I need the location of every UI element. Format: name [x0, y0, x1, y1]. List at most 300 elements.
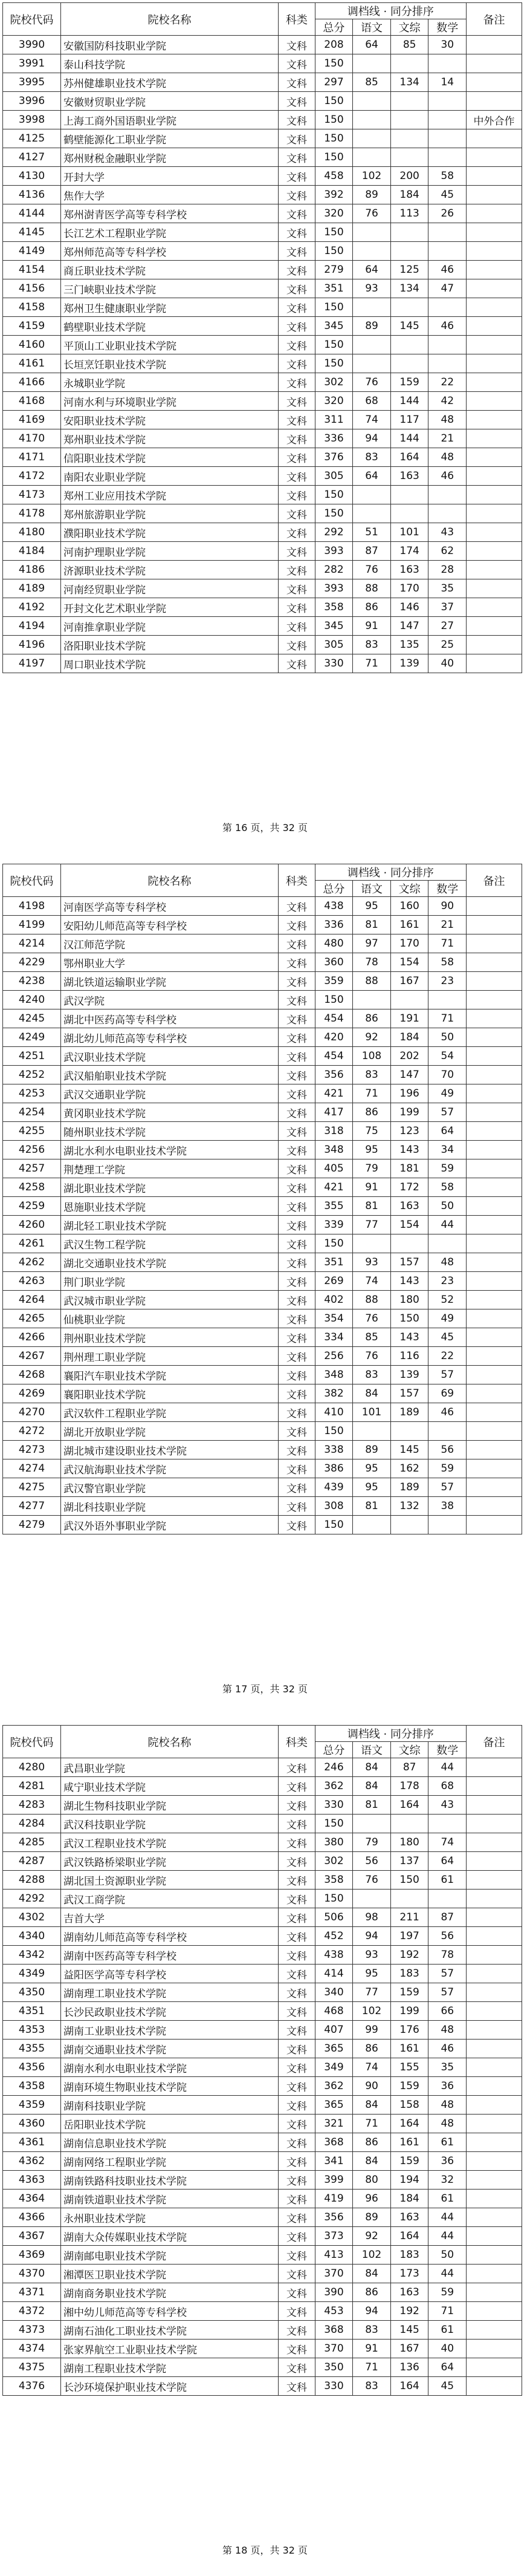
cell-note — [467, 1103, 522, 1122]
cell-school-name: 湖南幼儿师范高等专科学校 — [61, 1927, 279, 1946]
cell-school-name: 荆门职业学院 — [61, 1272, 279, 1291]
cell-arts: 184 — [390, 1028, 428, 1047]
cell-school-name: 张家界航空工业职业技术学院 — [61, 2340, 279, 2358]
cell-code: 4351 — [3, 2002, 61, 2021]
table-row — [3, 2283, 522, 2302]
table-row — [3, 1946, 522, 1965]
cell-school-name: 湖南水利水电职业技术学院 — [61, 2058, 279, 2077]
cell-code: 4350 — [3, 1983, 61, 2002]
table-row — [3, 36, 522, 54]
cell-type: 文科 — [279, 504, 315, 523]
cell-arts: 199 — [390, 2002, 428, 2021]
header-math: 数学 — [428, 1742, 467, 1758]
cell-code: 4288 — [3, 1871, 61, 1890]
cell-chinese — [353, 298, 391, 317]
cell-note — [467, 1441, 522, 1459]
cell-note — [467, 972, 522, 991]
cell-code: 4367 — [3, 2227, 61, 2246]
cell-note — [467, 598, 522, 617]
table-row — [3, 1441, 522, 1459]
cell-total: 393 — [315, 579, 353, 598]
cell-math: 44 — [428, 1216, 467, 1234]
cell-total: 330 — [315, 1796, 353, 1815]
table-row — [3, 1291, 522, 1309]
cell-code: 4371 — [3, 2283, 61, 2302]
cell-type: 文科 — [279, 2002, 315, 2021]
cell-type: 文科 — [279, 1178, 315, 1197]
table-row — [3, 486, 522, 504]
header-total: 总分 — [315, 881, 353, 897]
cell-note — [467, 579, 522, 598]
cell-total: 345 — [315, 617, 353, 636]
cell-total: 256 — [315, 1347, 353, 1366]
cell-school-name: 武汉工商学院 — [61, 1890, 279, 1908]
cell-code: 4245 — [3, 1009, 61, 1028]
table-row — [3, 1777, 522, 1796]
cell-chinese — [353, 1234, 391, 1253]
cell-school-name: 安徽财贸职业学院 — [61, 92, 279, 111]
cell-note — [467, 1890, 522, 1908]
cell-type: 文科 — [279, 2208, 315, 2227]
cell-code: 4178 — [3, 504, 61, 523]
cell-total: 370 — [315, 2340, 353, 2358]
cell-math: 44 — [428, 2208, 467, 2227]
cell-math: 50 — [428, 2246, 467, 2265]
cell-school-name: 湖北科技职业学院 — [61, 1497, 279, 1516]
table-row — [3, 1047, 522, 1066]
cell-type: 文科 — [279, 1291, 315, 1309]
cell-note — [467, 467, 522, 486]
cell-type: 文科 — [279, 1758, 315, 1777]
cell-total: 282 — [315, 561, 353, 579]
cell-type: 文科 — [279, 561, 315, 579]
cell-code: 4370 — [3, 2265, 61, 2283]
cell-type: 文科 — [279, 448, 315, 467]
cell-chinese: 92 — [353, 2227, 391, 2246]
table-row — [3, 2190, 522, 2208]
cell-arts — [390, 1815, 428, 1833]
cell-school-name: 武汉铁路桥梁职业学院 — [61, 1852, 279, 1871]
cell-type: 文科 — [279, 2077, 315, 2096]
cell-type: 文科 — [279, 73, 315, 92]
cell-math: 21 — [428, 429, 467, 448]
cell-chinese: 96 — [353, 2190, 391, 2208]
cell-type: 文科 — [279, 279, 315, 298]
table-row — [3, 2152, 522, 2171]
cell-note — [467, 991, 522, 1009]
cell-math: 25 — [428, 636, 467, 654]
table-row — [3, 354, 522, 373]
cell-arts: 178 — [390, 1777, 428, 1796]
cell-total: 453 — [315, 2302, 353, 2321]
table-row — [3, 392, 522, 411]
cell-chinese: 102 — [353, 2002, 391, 2021]
cell-code: 4340 — [3, 1927, 61, 1946]
cell-note — [467, 1253, 522, 1272]
cell-code: 4356 — [3, 2058, 61, 2077]
cell-math: 48 — [428, 448, 467, 467]
cell-type: 文科 — [279, 1084, 315, 1103]
cell-type: 文科 — [279, 897, 315, 916]
cell-arts: 157 — [390, 1253, 428, 1272]
cell-total: 356 — [315, 2208, 353, 2227]
cell-note — [467, 1852, 522, 1871]
cell-math: 44 — [428, 1758, 467, 1777]
cell-school-name: 郑州澍青医学高等专科学校 — [61, 204, 279, 223]
cell-math: 22 — [428, 373, 467, 392]
cell-school-name: 武汉外语外事职业学院 — [61, 1516, 279, 1534]
cell-total: 454 — [315, 1009, 353, 1028]
cell-type: 文科 — [279, 1272, 315, 1291]
cell-code: 4172 — [3, 467, 61, 486]
table-row — [3, 1796, 522, 1815]
cell-arts: 145 — [390, 2321, 428, 2340]
cell-total: 150 — [315, 1422, 353, 1441]
header-note: 备注 — [467, 864, 522, 897]
cell-arts: 172 — [390, 1178, 428, 1197]
cell-math — [428, 111, 467, 129]
cell-code: 4171 — [3, 448, 61, 467]
cell-total: 305 — [315, 467, 353, 486]
cell-total: 362 — [315, 1777, 353, 1796]
cell-code: 4268 — [3, 1366, 61, 1384]
cell-type: 文科 — [279, 2340, 315, 2358]
table-row — [3, 2133, 522, 2152]
cell-total: 368 — [315, 2133, 353, 2152]
cell-school-name: 长沙民政职业技术学院 — [61, 2002, 279, 2021]
cell-code: 4251 — [3, 1047, 61, 1066]
cell-math: 64 — [428, 2358, 467, 2377]
cell-total: 417 — [315, 1103, 353, 1122]
cell-note — [467, 1516, 522, 1534]
cell-total: 339 — [315, 1216, 353, 1234]
cell-math: 38 — [428, 1497, 467, 1516]
table-row — [3, 336, 522, 354]
cell-type: 文科 — [279, 1946, 315, 1965]
cell-type: 文科 — [279, 1047, 315, 1066]
cell-total: 150 — [315, 111, 353, 129]
cell-code: 4264 — [3, 1291, 61, 1309]
cell-total: 402 — [315, 1291, 353, 1309]
cell-arts: 132 — [390, 1497, 428, 1516]
cell-code: 4149 — [3, 242, 61, 261]
header-type: 科类 — [279, 3, 315, 36]
cell-arts: 191 — [390, 1009, 428, 1028]
cell-math: 59 — [428, 1459, 467, 1478]
cell-math: 48 — [428, 1253, 467, 1272]
cell-code: 4252 — [3, 1066, 61, 1084]
table-row — [3, 1965, 522, 1983]
table-row — [3, 1272, 522, 1291]
cell-chinese: 79 — [353, 1159, 391, 1178]
cell-math: 30 — [428, 36, 467, 54]
table-row — [3, 1422, 522, 1441]
cell-code: 4359 — [3, 2096, 61, 2115]
cell-school-name: 武汉科技职业学院 — [61, 1815, 279, 1833]
cell-chinese: 98 — [353, 1908, 391, 1927]
cell-total: 150 — [315, 223, 353, 242]
table-row — [3, 317, 522, 336]
cell-code: 4375 — [3, 2358, 61, 2377]
cell-note — [467, 916, 522, 934]
cell-total: 279 — [315, 261, 353, 279]
cell-note — [467, 2358, 522, 2377]
header-total: 总分 — [315, 19, 353, 36]
cell-type: 文科 — [279, 2321, 315, 2340]
cell-type: 文科 — [279, 1852, 315, 1871]
cell-type: 文科 — [279, 467, 315, 486]
cell-total: 321 — [315, 2115, 353, 2133]
header-type: 科类 — [279, 864, 315, 897]
page-footer: 第 16 页，共 32 页 — [222, 822, 308, 833]
cell-chinese — [353, 223, 391, 242]
cell-total: 376 — [315, 448, 353, 467]
table-row — [3, 1309, 522, 1328]
cell-chinese: 91 — [353, 2340, 391, 2358]
cell-note — [467, 1403, 522, 1422]
cell-school-name: 鄂州职业大学 — [61, 953, 279, 972]
cell-chinese: 94 — [353, 2302, 391, 2321]
cell-school-name: 湖南工程职业技术学院 — [61, 2358, 279, 2377]
cell-type: 文科 — [279, 129, 315, 148]
cell-arts: 160 — [390, 897, 428, 916]
cell-chinese: 80 — [353, 2171, 391, 2190]
cell-chinese: 74 — [353, 411, 391, 429]
cell-chinese — [353, 336, 391, 354]
cell-arts: 183 — [390, 1965, 428, 1983]
cell-math: 57 — [428, 1478, 467, 1497]
cell-math: 35 — [428, 2058, 467, 2077]
cell-math — [428, 54, 467, 73]
cell-code: 4360 — [3, 2115, 61, 2133]
cell-math: 40 — [428, 2340, 467, 2358]
cell-code: 4274 — [3, 1459, 61, 1478]
cell-type: 文科 — [279, 354, 315, 373]
cell-note — [467, 448, 522, 467]
cell-chinese — [353, 354, 391, 373]
cell-note — [467, 1347, 522, 1366]
cell-math: 50 — [428, 1028, 467, 1047]
cell-total: 355 — [315, 1197, 353, 1216]
cell-code: 4258 — [3, 1178, 61, 1197]
cell-school-name: 荆州理工职业学院 — [61, 1347, 279, 1366]
table-row — [3, 2377, 522, 2396]
cell-arts: 150 — [390, 1871, 428, 1890]
cell-math: 71 — [428, 934, 467, 953]
cell-code: 3998 — [3, 111, 61, 129]
cell-chinese — [353, 504, 391, 523]
cell-math — [428, 223, 467, 242]
cell-note — [467, 654, 522, 673]
cell-code: 4277 — [3, 1497, 61, 1516]
cell-math: 48 — [428, 2021, 467, 2040]
cell-note — [467, 1272, 522, 1291]
page-footer: 第 18 页，共 32 页 — [222, 2545, 308, 2556]
cell-chinese: 91 — [353, 617, 391, 636]
cell-type: 文科 — [279, 204, 315, 223]
cell-math — [428, 504, 467, 523]
cell-chinese: 76 — [353, 561, 391, 579]
cell-code: 4130 — [3, 167, 61, 186]
table-row — [3, 373, 522, 392]
cell-school-name: 河南经贸职业学院 — [61, 579, 279, 598]
cell-code: 4257 — [3, 1159, 61, 1178]
cell-code: 4199 — [3, 916, 61, 934]
cell-total: 150 — [315, 148, 353, 167]
cell-chinese: 81 — [353, 916, 391, 934]
cell-math: 44 — [428, 2265, 467, 2283]
cell-total: 150 — [315, 1890, 353, 1908]
cell-school-name: 岳阳职业技术学院 — [61, 2115, 279, 2133]
cell-chinese: 88 — [353, 972, 391, 991]
cell-total: 370 — [315, 2265, 353, 2283]
cell-total: 297 — [315, 73, 353, 92]
cell-note — [467, 2283, 522, 2302]
cell-math: 43 — [428, 523, 467, 542]
table-row — [3, 1815, 522, 1833]
cell-code: 4192 — [3, 598, 61, 617]
cell-arts: 159 — [390, 1983, 428, 2002]
cell-school-name: 湖北铁道运输职业学院 — [61, 972, 279, 991]
cell-code: 4349 — [3, 1965, 61, 1983]
cell-chinese: 94 — [353, 1927, 391, 1946]
cell-math: 40 — [428, 654, 467, 673]
table-row — [3, 2040, 522, 2058]
cell-type: 文科 — [279, 186, 315, 204]
table-row — [3, 579, 522, 598]
cell-code: 4355 — [3, 2040, 61, 2058]
cell-total: 330 — [315, 2377, 353, 2396]
cell-type: 文科 — [279, 1328, 315, 1347]
cell-note — [467, 1908, 522, 1927]
table-row — [3, 1103, 522, 1122]
cell-chinese: 89 — [353, 186, 391, 204]
cell-code: 4168 — [3, 392, 61, 411]
cell-note — [467, 2096, 522, 2115]
cell-total: 208 — [315, 36, 353, 54]
cell-type: 文科 — [279, 2190, 315, 2208]
cell-code: 4285 — [3, 1833, 61, 1852]
cell-math: 57 — [428, 1983, 467, 2002]
cell-total: 150 — [315, 1815, 353, 1833]
header-note: 备注 — [467, 1726, 522, 1758]
cell-total: 365 — [315, 2040, 353, 2058]
cell-total: 318 — [315, 1122, 353, 1141]
cell-code: 4281 — [3, 1777, 61, 1796]
cell-chinese: 71 — [353, 1084, 391, 1103]
cell-chinese: 84 — [353, 1777, 391, 1796]
cell-school-name: 汉江师范学院 — [61, 934, 279, 953]
cell-total: 407 — [315, 2021, 353, 2040]
cell-total: 438 — [315, 1946, 353, 1965]
cell-code: 4173 — [3, 486, 61, 504]
cell-total: 351 — [315, 1253, 353, 1272]
cell-chinese — [353, 242, 391, 261]
cell-arts: 139 — [390, 1366, 428, 1384]
table-row — [3, 298, 522, 317]
cell-type: 文科 — [279, 2265, 315, 2283]
table-row — [3, 2171, 522, 2190]
cell-arts: 143 — [390, 1272, 428, 1291]
cell-note — [467, 73, 522, 92]
cell-code: 4170 — [3, 429, 61, 448]
cell-arts — [390, 54, 428, 73]
cell-school-name: 濮阳职业技术学院 — [61, 523, 279, 542]
cell-type: 文科 — [279, 2227, 315, 2246]
cell-type: 文科 — [279, 542, 315, 561]
cell-note — [467, 279, 522, 298]
cell-note — [467, 1796, 522, 1815]
cell-code: 4279 — [3, 1516, 61, 1534]
cell-chinese: 83 — [353, 2321, 391, 2340]
cell-arts: 137 — [390, 1852, 428, 1871]
cell-school-name: 苏州健雄职业技术学院 — [61, 73, 279, 92]
cell-code: 4254 — [3, 1103, 61, 1122]
table-row — [3, 1758, 522, 1777]
cell-chinese: 84 — [353, 2152, 391, 2171]
cell-total: 452 — [315, 1927, 353, 1946]
cell-school-name: 郑州旅游职业学院 — [61, 504, 279, 523]
cell-chinese: 93 — [353, 279, 391, 298]
cell-total: 341 — [315, 2152, 353, 2171]
cell-type: 文科 — [279, 429, 315, 448]
cell-school-name: 湘中幼儿师范高等专科学校 — [61, 2302, 279, 2321]
cell-school-name: 上海工商外国语职业学院 — [61, 111, 279, 129]
cell-chinese: 88 — [353, 1291, 391, 1309]
cell-type: 文科 — [279, 1309, 315, 1328]
cell-note — [467, 1497, 522, 1516]
cell-code: 4159 — [3, 317, 61, 336]
cell-code: 4194 — [3, 617, 61, 636]
cell-chinese: 86 — [353, 2040, 391, 2058]
cell-type: 文科 — [279, 223, 315, 242]
cell-arts: 147 — [390, 617, 428, 636]
table-row — [3, 1403, 522, 1422]
table-row — [3, 2115, 522, 2133]
cell-arts: 164 — [390, 2377, 428, 2396]
cell-arts: 163 — [390, 2208, 428, 2227]
cell-total: 150 — [315, 92, 353, 111]
cell-total: 302 — [315, 373, 353, 392]
cell-code: 4169 — [3, 411, 61, 429]
cell-chinese: 89 — [353, 2208, 391, 2227]
cell-math: 74 — [428, 1833, 467, 1852]
cell-chinese: 88 — [353, 579, 391, 598]
cell-code: 4363 — [3, 2171, 61, 2190]
cell-school-name: 安徽国防科技职业学院 — [61, 36, 279, 54]
cell-school-name: 襄阳汽车职业技术学院 — [61, 1366, 279, 1384]
cell-total: 305 — [315, 636, 353, 654]
table-row — [3, 242, 522, 261]
cell-total: 150 — [315, 1516, 353, 1534]
cell-arts: 181 — [390, 1159, 428, 1178]
cell-total: 269 — [315, 1272, 353, 1291]
cell-code: 4125 — [3, 129, 61, 148]
cell-code: 4156 — [3, 279, 61, 298]
table-row — [3, 2340, 522, 2358]
table-row — [3, 2358, 522, 2377]
cell-school-name: 湖南交通职业技术学院 — [61, 2040, 279, 2058]
cell-type: 文科 — [279, 36, 315, 54]
cell-arts: 117 — [390, 411, 428, 429]
cell-type: 文科 — [279, 1459, 315, 1478]
cell-total: 506 — [315, 1908, 353, 1927]
cell-arts: 174 — [390, 542, 428, 561]
cell-arts: 167 — [390, 972, 428, 991]
cell-chinese: 97 — [353, 934, 391, 953]
cell-type: 文科 — [279, 2283, 315, 2302]
cell-type: 文科 — [279, 1009, 315, 1028]
